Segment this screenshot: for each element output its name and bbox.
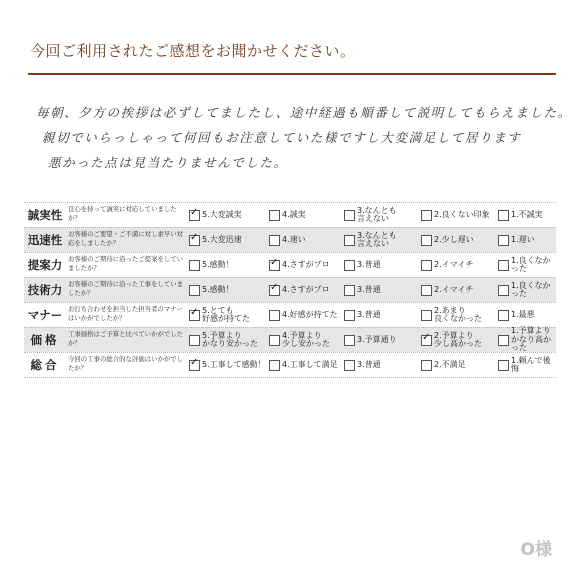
option-label: 2.イマイチ: [434, 259, 474, 269]
option-label: 3.予算通り: [357, 334, 397, 344]
checkbox[interactable]: [344, 235, 355, 246]
row-question: お客様のご要望・ご不満に対し素早い対応をしましたか？: [68, 230, 184, 247]
checkbox[interactable]: [269, 210, 280, 221]
option-label: 3.普通: [357, 309, 381, 319]
rating-option[interactable]: [421, 203, 490, 227]
rating-option[interactable]: [344, 203, 397, 227]
option-label: 4.予算より 少し安かった: [282, 330, 330, 348]
row-label: マナー: [27, 308, 63, 322]
checkbox[interactable]: [189, 335, 200, 346]
option-label: 4.工事して満足: [282, 359, 338, 369]
checkbox[interactable]: [421, 331, 432, 346]
row-question: お打ち合わせを担当した担当者のマナーはいかがでしたか？: [68, 305, 184, 322]
rating-option[interactable]: [269, 303, 338, 327]
row-label: 総合: [30, 358, 60, 372]
option-label: 4.さすがプロ: [282, 284, 330, 294]
row-label: 迅速性: [27, 233, 63, 247]
rating-option[interactable]: [189, 328, 258, 352]
checkbox[interactable]: [344, 210, 355, 221]
checkbox[interactable]: [498, 235, 509, 246]
option-label: 3.普通: [357, 359, 381, 369]
page-title: 今回ご利用されたご感想をお聞かせください。: [30, 42, 356, 60]
survey-row-sincerity: [24, 202, 556, 227]
checkbox[interactable]: [189, 260, 200, 271]
checkbox[interactable]: [498, 360, 509, 371]
option-label: 3.なんとも 言えない: [357, 230, 397, 248]
rating-option[interactable]: [189, 228, 242, 252]
checkmark-icon: ✓: [190, 206, 199, 218]
checkbox[interactable]: [189, 231, 200, 246]
option-label: 1.最悪: [511, 309, 535, 319]
rating-option[interactable]: [189, 303, 250, 327]
checkbox[interactable]: [498, 310, 509, 321]
survey-row-proposal: [24, 252, 556, 277]
row-question: 工事価格はご予算と比べていかがでしたか？: [68, 330, 184, 347]
rating-option[interactable]: [498, 278, 556, 302]
customer-signature: O様: [520, 540, 552, 560]
checkbox[interactable]: [421, 285, 432, 296]
option-label: 5.大変迅速: [202, 234, 242, 244]
survey-row-skill: [24, 277, 556, 302]
row-label: 誠実性: [27, 208, 63, 222]
comment-line: 毎朝、夕方の挨拶は必ずしてましたし、途中経過も順番して説明してもらえました。: [36, 105, 572, 120]
survey-row-overall: [24, 352, 556, 378]
option-label: 4.さすがプロ: [282, 259, 330, 269]
option-label: 2.良くない印象: [434, 209, 490, 219]
option-label: 1.遅い: [511, 234, 535, 244]
rating-option[interactable]: [498, 203, 543, 227]
option-label: 2.あまり 良くなかった: [434, 305, 482, 323]
rating-option[interactable]: [189, 203, 242, 227]
comment-line: 悪かった点は見当たりませんでした。: [48, 155, 288, 170]
checkbox[interactable]: [269, 335, 280, 346]
checkbox[interactable]: [269, 235, 280, 246]
rating-option[interactable]: [344, 228, 397, 252]
option-label: 1.頼んで後悔: [511, 355, 551, 373]
checkbox[interactable]: [498, 210, 509, 221]
row-question: 今回の工事の総合的な評価はいかがでしたか？: [68, 355, 184, 372]
rating-option[interactable]: [189, 253, 234, 277]
option-label: 3.普通: [357, 284, 381, 294]
option-label: 2.予算より 少し高かった: [434, 330, 482, 348]
checkmark-icon: ✓: [422, 331, 431, 343]
option-label: 4.速い: [282, 234, 306, 244]
row-label: 技術力: [27, 283, 63, 297]
survey-row-speed: [24, 227, 556, 252]
checkmark-icon: ✓: [270, 281, 279, 293]
checkbox[interactable]: [421, 235, 432, 246]
checkbox[interactable]: [498, 335, 509, 346]
row-question: 良心を持って誠実に対応していましたか？: [68, 205, 177, 222]
option-label: 4.好感が持てた: [282, 309, 338, 319]
checkmark-icon: ✓: [270, 256, 279, 268]
option-label: 5.工事して感動！: [202, 359, 266, 369]
row-question: お客様のご期待に沿ったご提案をしていましたか？: [68, 255, 184, 272]
rating-option[interactable]: [269, 228, 306, 252]
rating-option[interactable]: [498, 253, 556, 277]
rating-option[interactable]: [344, 278, 381, 302]
rating-option[interactable]: [498, 353, 556, 377]
option-label: 1.良くなかった: [511, 280, 551, 298]
rating-option[interactable]: [498, 328, 556, 352]
rating-option[interactable]: [344, 253, 381, 277]
survey-row-manner: [24, 302, 556, 327]
rating-option[interactable]: [498, 303, 535, 327]
checkbox[interactable]: [421, 260, 432, 271]
checkbox[interactable]: [189, 285, 200, 296]
rating-option[interactable]: [344, 353, 381, 377]
rating-option[interactable]: [421, 278, 473, 302]
checkbox[interactable]: [344, 260, 355, 271]
option-label: 5.感動！: [202, 259, 234, 269]
rating-option[interactable]: [498, 228, 535, 252]
checkbox[interactable]: [189, 356, 200, 371]
rating-option[interactable]: [421, 353, 466, 377]
checkbox[interactable]: [269, 256, 280, 271]
option-label: 4.誠実: [282, 209, 306, 219]
checkbox[interactable]: [498, 285, 509, 296]
option-label: 5.予算より かなり安かった: [202, 330, 258, 348]
option-label: 5.感動！: [202, 284, 234, 294]
checkbox[interactable]: [498, 260, 509, 271]
checkbox[interactable]: [421, 210, 432, 221]
rating-option[interactable]: [189, 278, 234, 302]
option-label: 5.大変誠実: [202, 209, 242, 219]
option-label: 3.普通: [357, 259, 381, 269]
survey-table: [24, 202, 556, 378]
rating-option[interactable]: [421, 228, 474, 252]
checkbox[interactable]: [344, 285, 355, 296]
rating-option[interactable]: [421, 253, 473, 277]
title-divider: [28, 73, 556, 75]
rating-option[interactable]: [189, 353, 266, 377]
checkbox[interactable]: [344, 360, 355, 371]
rating-option[interactable]: [344, 303, 381, 327]
checkmark-icon: ✓: [190, 231, 199, 243]
option-label: 2.不満足: [434, 359, 466, 369]
rating-option[interactable]: [269, 203, 306, 227]
checkbox[interactable]: [189, 206, 200, 221]
option-label: 1.予算より かなり高かった: [511, 326, 551, 353]
checkbox[interactable]: [421, 310, 432, 321]
row-label: 価格: [30, 333, 60, 347]
rating-option[interactable]: [269, 253, 330, 277]
row-question: お客様のご期待に沿った工事をしていましたか？: [68, 280, 184, 297]
checkbox[interactable]: [344, 335, 355, 346]
checkbox[interactable]: [269, 310, 280, 321]
option-label: 3.なんとも 言えない: [357, 205, 397, 223]
row-label: 提案力: [27, 258, 63, 272]
comment-line: 親切でいらっしゃって何回もお注意していた様ですし大変満足して居ります: [42, 130, 522, 145]
checkmark-icon: ✓: [190, 306, 199, 318]
checkbox[interactable]: [189, 306, 200, 321]
checkbox[interactable]: [421, 360, 432, 371]
handwritten-comment: [36, 100, 572, 175]
rating-option[interactable]: [344, 328, 397, 352]
checkbox[interactable]: [344, 310, 355, 321]
rating-option[interactable]: [421, 328, 482, 352]
rating-option[interactable]: [269, 353, 338, 377]
option-label: 1.良くなかった: [511, 255, 551, 273]
rating-option[interactable]: [269, 278, 330, 302]
survey-row-price: [24, 327, 556, 352]
option-label: 5.とても 好感が持てた: [202, 305, 250, 323]
rating-option[interactable]: [421, 303, 482, 327]
option-label: 1.不誠実: [511, 209, 543, 219]
option-label: 2.イマイチ: [434, 284, 474, 294]
option-label: 2.少し遅い: [434, 234, 474, 244]
rating-option[interactable]: [269, 328, 330, 352]
checkbox[interactable]: [269, 281, 280, 296]
checkbox[interactable]: [269, 360, 280, 371]
checkmark-icon: ✓: [190, 356, 199, 368]
